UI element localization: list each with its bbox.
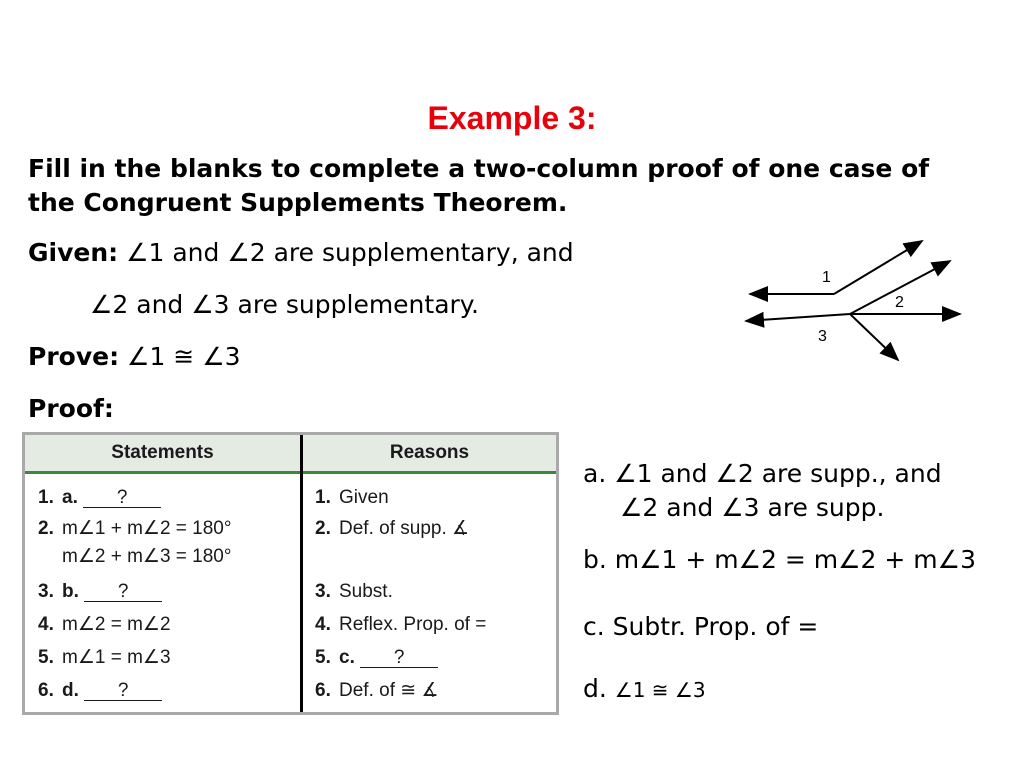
answer-a-line-1: a. ∠1 and ∠2 are supp., and bbox=[583, 459, 942, 488]
row-number: 6. bbox=[38, 680, 54, 701]
answer-b: b. m∠1 + m∠2 = m∠2 + m∠3 bbox=[583, 545, 976, 574]
statement-text: m∠2 = m∠2 bbox=[62, 614, 171, 635]
reason-text: Given bbox=[339, 487, 389, 508]
row-number: 3. bbox=[38, 581, 54, 602]
blank-letter: b. bbox=[62, 581, 79, 602]
statement-row-2 bbox=[38, 518, 231, 540]
given-line-1 bbox=[28, 236, 574, 270]
prove-label: Prove: bbox=[28, 342, 120, 371]
statement-text: m∠1 + m∠2 = 180° bbox=[62, 518, 232, 539]
row-number: 4. bbox=[38, 614, 54, 635]
reason-row-6 bbox=[315, 680, 438, 702]
instruction-text: Fill in the blanks to complete a two-column proof of one case of the Congruent Supplements Theorem. bbox=[28, 154, 930, 217]
reason-row-4 bbox=[315, 614, 486, 636]
given-text-1: ∠1 and ∠2 are supplementary, and bbox=[126, 238, 574, 267]
angle-label-3: 3 bbox=[818, 328, 827, 345]
ray-upper-right bbox=[834, 241, 922, 294]
reason-row-2 bbox=[315, 518, 469, 540]
angle-label-1: 1 bbox=[822, 269, 831, 286]
answer-a-line-2: ∠2 and ∠3 are supp. bbox=[620, 493, 885, 522]
table-header bbox=[25, 435, 556, 474]
row-number: 1. bbox=[38, 487, 54, 508]
statement-row-6 bbox=[38, 680, 162, 702]
answer-d-prefix: d. bbox=[583, 674, 607, 703]
blank-letter: a. bbox=[62, 487, 78, 508]
prove-text: ∠1 ≅ ∠3 bbox=[127, 342, 241, 371]
statement-row-3 bbox=[38, 581, 162, 603]
blank-letter: d. bbox=[62, 680, 79, 701]
reason-row-1 bbox=[315, 487, 389, 509]
reason-text: Reflex. Prop. of = bbox=[339, 614, 487, 635]
angle-diagram bbox=[738, 230, 978, 370]
statement-row-2b: m∠2 + m∠3 = 180° bbox=[62, 546, 232, 567]
statement-text: m∠1 = m∠3 bbox=[62, 647, 171, 668]
statement-row-1 bbox=[38, 487, 161, 509]
statement-row-5 bbox=[38, 647, 171, 669]
row-number: 2. bbox=[38, 518, 54, 539]
blank-field: ? bbox=[83, 489, 161, 508]
column-divider bbox=[300, 435, 303, 712]
ray-lower-right bbox=[850, 314, 898, 360]
reason-row-3 bbox=[315, 581, 393, 603]
given-label: Given: bbox=[28, 238, 119, 267]
row-number: 5. bbox=[315, 647, 331, 668]
proof-label: Proof: bbox=[28, 394, 114, 423]
row-number: 1. bbox=[315, 487, 331, 508]
blank-field: ? bbox=[84, 583, 162, 602]
reason-text: Subst. bbox=[339, 581, 393, 602]
statements-header: Statements bbox=[111, 442, 214, 463]
proof-table bbox=[22, 432, 559, 715]
blank-field: ? bbox=[84, 682, 162, 701]
answer-d bbox=[583, 672, 706, 707]
ray-lower-left bbox=[746, 314, 850, 321]
given-line-2: ∠2 and ∠3 are supplementary. bbox=[90, 290, 479, 319]
blank-letter: c. bbox=[339, 647, 355, 668]
example-title: Example 3: bbox=[427, 100, 597, 136]
angle-label-2: 2 bbox=[895, 294, 904, 311]
reason-row-5 bbox=[315, 647, 438, 669]
prove-line bbox=[28, 340, 241, 374]
answer-d-text: ∠1 ≅ ∠3 bbox=[614, 678, 706, 702]
row-number: 4. bbox=[315, 614, 331, 635]
row-number: 2. bbox=[315, 518, 331, 539]
reason-text: Def. of supp. ∡ bbox=[339, 518, 470, 539]
row-number: 3. bbox=[315, 581, 331, 602]
row-number: 6. bbox=[315, 680, 331, 701]
reasons-header: Reasons bbox=[389, 442, 470, 463]
statement-row-4 bbox=[38, 614, 171, 636]
reason-text: Def. of ≅ ∡ bbox=[339, 680, 439, 701]
blank-field: ? bbox=[360, 649, 438, 668]
answer-c: c. Subtr. Prop. of = bbox=[583, 612, 819, 641]
row-number: 5. bbox=[38, 647, 54, 668]
